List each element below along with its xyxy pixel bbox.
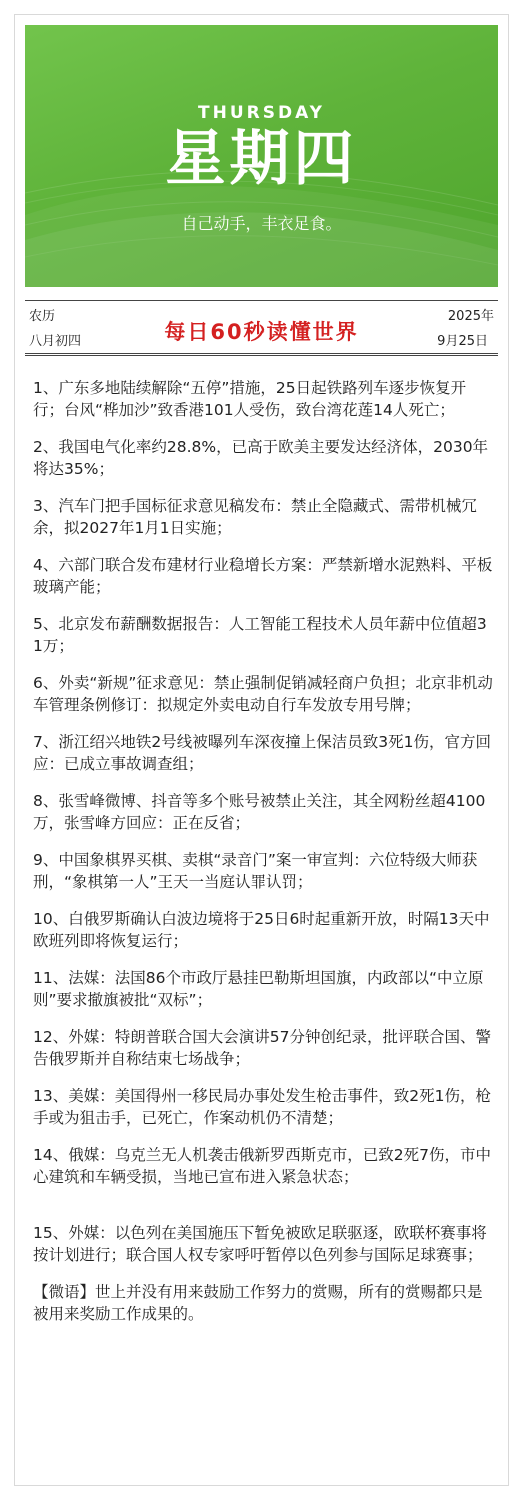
news-item: 14、俄媒：乌克兰无人机袭击俄新罗西斯克市，已致2死7伤，市中心建筑和车辆受损，当地已宣布进入紧急状态； [33, 1146, 491, 1186]
motto: 自己动手，丰衣足食。 [181, 214, 342, 233]
divider-bottom [25, 353, 498, 356]
weekday-chinese: 星期四 [165, 124, 358, 194]
daily-headline: 每日60秒读懂世界 [164, 320, 359, 344]
news-item: 11、法媒：法国86个市政厅悬挂巴勒斯坦国旗，内政部以“中立原则”要求撤旗被批“双标”； [33, 969, 484, 1009]
news-item: 8、张雪峰微博、抖音等多个账号被禁止关注，其全网粉丝超4100万，张雪峰方回应：正在反省； [33, 792, 486, 832]
weekday-english: THURSDAY [198, 103, 325, 123]
year: 2025年 [447, 309, 494, 324]
news-item: 4、六部门联合发布建材行业稳增长方案：严禁新增水泥熟料、平板玻璃产能； [33, 556, 493, 596]
daily-quote: 【微语】世上并没有用来鼓励工作努力的赏赐，所有的赏赐都只是被用来奖励工作成果的。 [33, 1283, 483, 1323]
news-item: 9、中国象棋界买棋、卖棋“录音门”案一审宣判：六位特级大师获刑，“象棋第一人”王天一当庭认罪认罚； [33, 851, 478, 891]
divider-top [25, 300, 498, 301]
news-item: 12、外媒：特朗普联合国大会演讲57分钟创纪录，批评联合国、警告俄罗斯并自称结束七场战争； [33, 1028, 491, 1068]
news-item: 7、浙江绍兴地铁2号线被曝列车深夜撞上保洁员致3死1伤，官方回应：已成立事故调查组； [33, 733, 491, 773]
news-item: 15、外媒：以色列在美国施压下暂免被欧足联驱逐，欧联杯赛事将按计划进行；联合国人权专家呼吁暂停以色列参与国际足球赛事； [33, 1224, 487, 1264]
news-item: 10、白俄罗斯确认白波边境将于25日6时起重新开放，时隔13天中欧班列即将恢复运行； [33, 910, 490, 950]
news-item: 13、美媒：美国得州一移民局办事处发生枪击事件，致2死1伤，枪手或为狙击手，已死亡，作案动机仍不清楚； [33, 1087, 491, 1127]
lunar-date: 八月初四 [29, 334, 82, 349]
news-item: 5、北京发布薪酬数据报告：人工智能工程技术人员年薪中位值超31万； [33, 615, 487, 655]
lunar-label: 农历 [29, 309, 56, 324]
news-item: 1、广东多地陆续解除“五停”措施，25日起铁路列车逐步恢复开行；台风“桦加沙”致香港101人受伤，致台湾花莲14人死亡； [33, 379, 467, 419]
news-list [33, 377, 493, 1341]
news-item: 2、我国电气化率约28.8%，已高于欧美主要发达经济体，2030年将达35%； [33, 438, 489, 478]
news-item: 3、汽车门把手国标征求意见稿发布：禁止全隐藏式、需带机械冗余，拟2027年1月1日实施； [33, 497, 477, 537]
header-banner [25, 25, 498, 287]
date: 9月25日 [437, 334, 488, 349]
news-item: 6、外卖“新规”征求意见：禁止强制促销减轻商户负担；北京非机动车管理条例修订：拟规定外卖电动自行车发放专用号牌； [33, 674, 493, 714]
